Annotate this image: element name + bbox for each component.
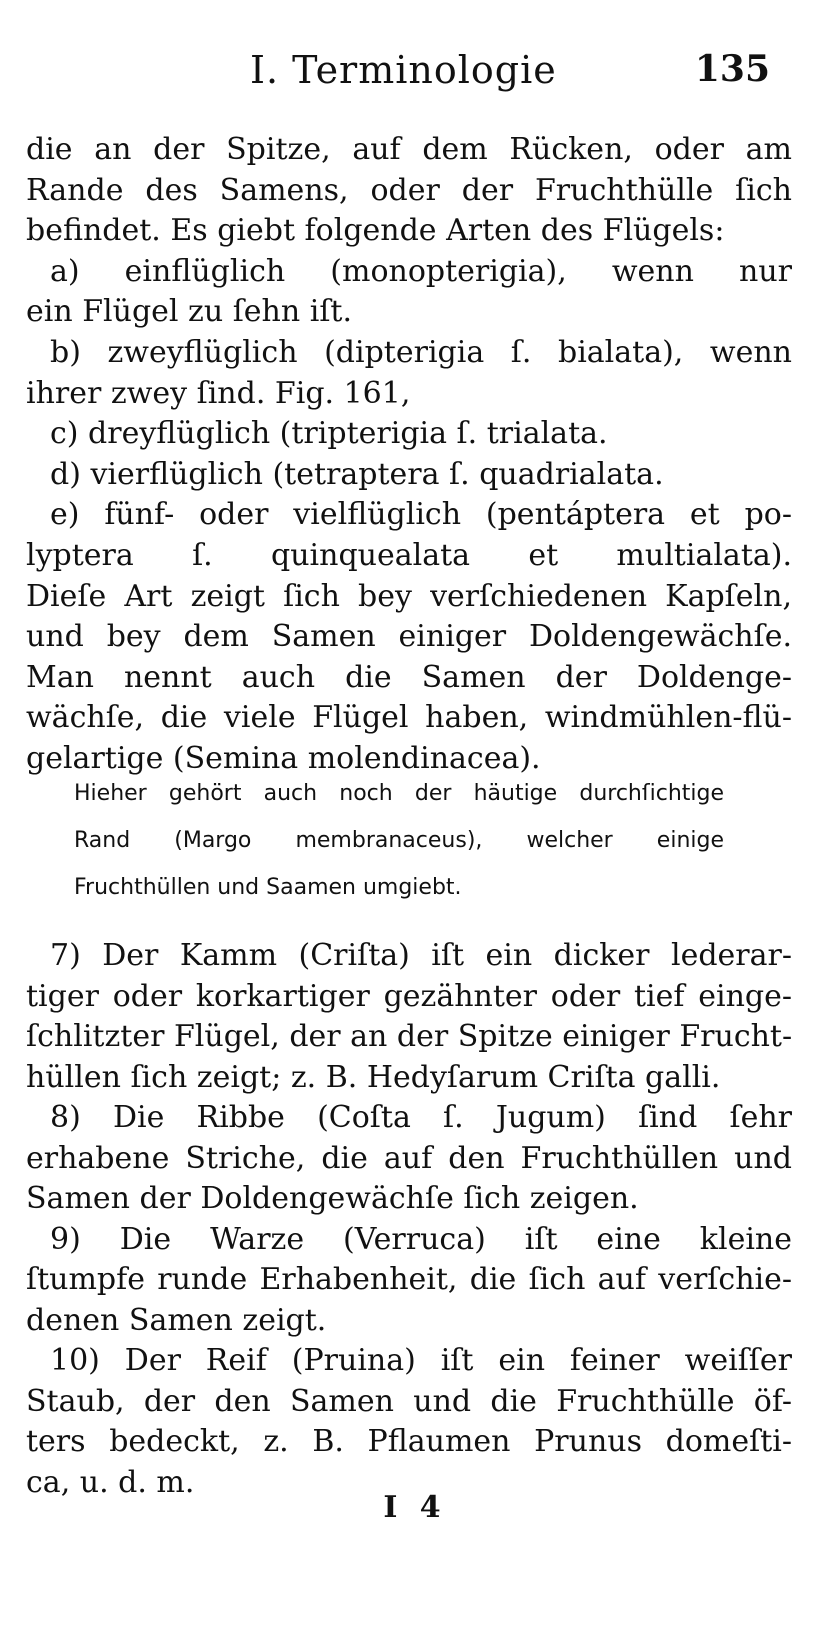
- text-line: Man nennt auch die Samen der Doldenge-: [26, 659, 792, 695]
- text-line: befindet. Es giebt folgende Arten des Flügels:: [26, 213, 725, 249]
- text-line: erhabene Striche, die auf den Fruchthüllen und: [26, 1140, 792, 1176]
- text-line: und bey dem Samen einiger Doldengewächſe.: [26, 619, 792, 655]
- signature-mark: I 4: [383, 1490, 447, 1525]
- text-line: ters bedeckt, z. B. Pflaumen Prunus domeſti-: [26, 1424, 792, 1459]
- text-line: hüllen ſich zeigt; z. B. Hedyſarum Criſta galli.: [26, 1059, 721, 1095]
- text-line: wächſe, die viele Flügel haben, windmühlen-flü-: [26, 700, 792, 736]
- page-number: 135: [694, 48, 770, 90]
- body-text-section-2: [26, 936, 792, 1503]
- text-line: e) fünf- oder vielflüglich (pentáptera et po-: [50, 497, 792, 533]
- text-line: Samen der Doldengewächſe ſich zeigen.: [26, 1181, 639, 1216]
- text-line: c) dreyflüglich (tripterigia ſ. trialata.: [50, 416, 608, 452]
- text-line: ihrer zwey ſind. Fig. 161,: [26, 375, 411, 411]
- note-line: Rand (Margo membranaceus), welcher einige: [74, 828, 724, 853]
- note-line: Fruchthüllen und Saamen umgiebt.: [74, 875, 462, 900]
- text-line: Staub, der den Samen und die Fruchthülle öf-: [26, 1383, 792, 1419]
- text-line: die an der Spitze, auf dem Rücken, oder am: [26, 132, 792, 167]
- text-line: ca, u. d. m.: [26, 1464, 195, 1500]
- text-line: tiger oder korkartiger gezähnter oder tief einge-: [26, 978, 792, 1014]
- text-line: Dieſe Art zeigt ſich bey verſchiedenen Kapſeln,: [26, 578, 792, 614]
- text-line: Rande des Samens, oder der Fruchthülle ſich: [26, 172, 792, 208]
- text-line: b) zweyflüglich (dipterigia ſ. bialata), wenn: [50, 334, 792, 370]
- text-line: ſchlitzter Flügel, der an der Spitze einiger Frucht-: [26, 1019, 792, 1054]
- text-line: 9) Die Warze (Verruca) iſt eine kleine: [50, 1221, 792, 1257]
- text-line: gelartige (Semina molendinacea).: [26, 740, 541, 776]
- text-line: 10) Der Reif (Pruina) iſt ein feiner weiſſer: [50, 1343, 792, 1378]
- page-header: [0, 40, 830, 100]
- text-line: ein Flügel zu ſehn iſt.: [26, 294, 353, 330]
- text-line: 8) Die Ribbe (Coſta ſ. Jugum) ſind ſehr: [50, 1100, 792, 1135]
- text-line: ſtumpfe runde Erhabenheit, die ſich auf verſchie-: [26, 1262, 792, 1297]
- running-title: I. Terminologie: [250, 48, 557, 92]
- body-text-section-1: [26, 130, 792, 780]
- note-line: Hieher gehört auch noch der häutige durchſichtige: [74, 781, 724, 806]
- text-line: 7) Der Kamm (Criſta) iſt ein dicker lederar-: [50, 938, 792, 973]
- text-line: denen Samen zeigt.: [26, 1302, 327, 1338]
- text-line: a) einflüglich (monopterigia), wenn nur: [50, 253, 792, 289]
- text-line: d) vierflüglich (tetraptera ſ. quadrialata.: [50, 456, 664, 492]
- text-line: lyptera ſ. quinquealata et multialata).: [26, 537, 792, 573]
- note-block: [74, 770, 724, 911]
